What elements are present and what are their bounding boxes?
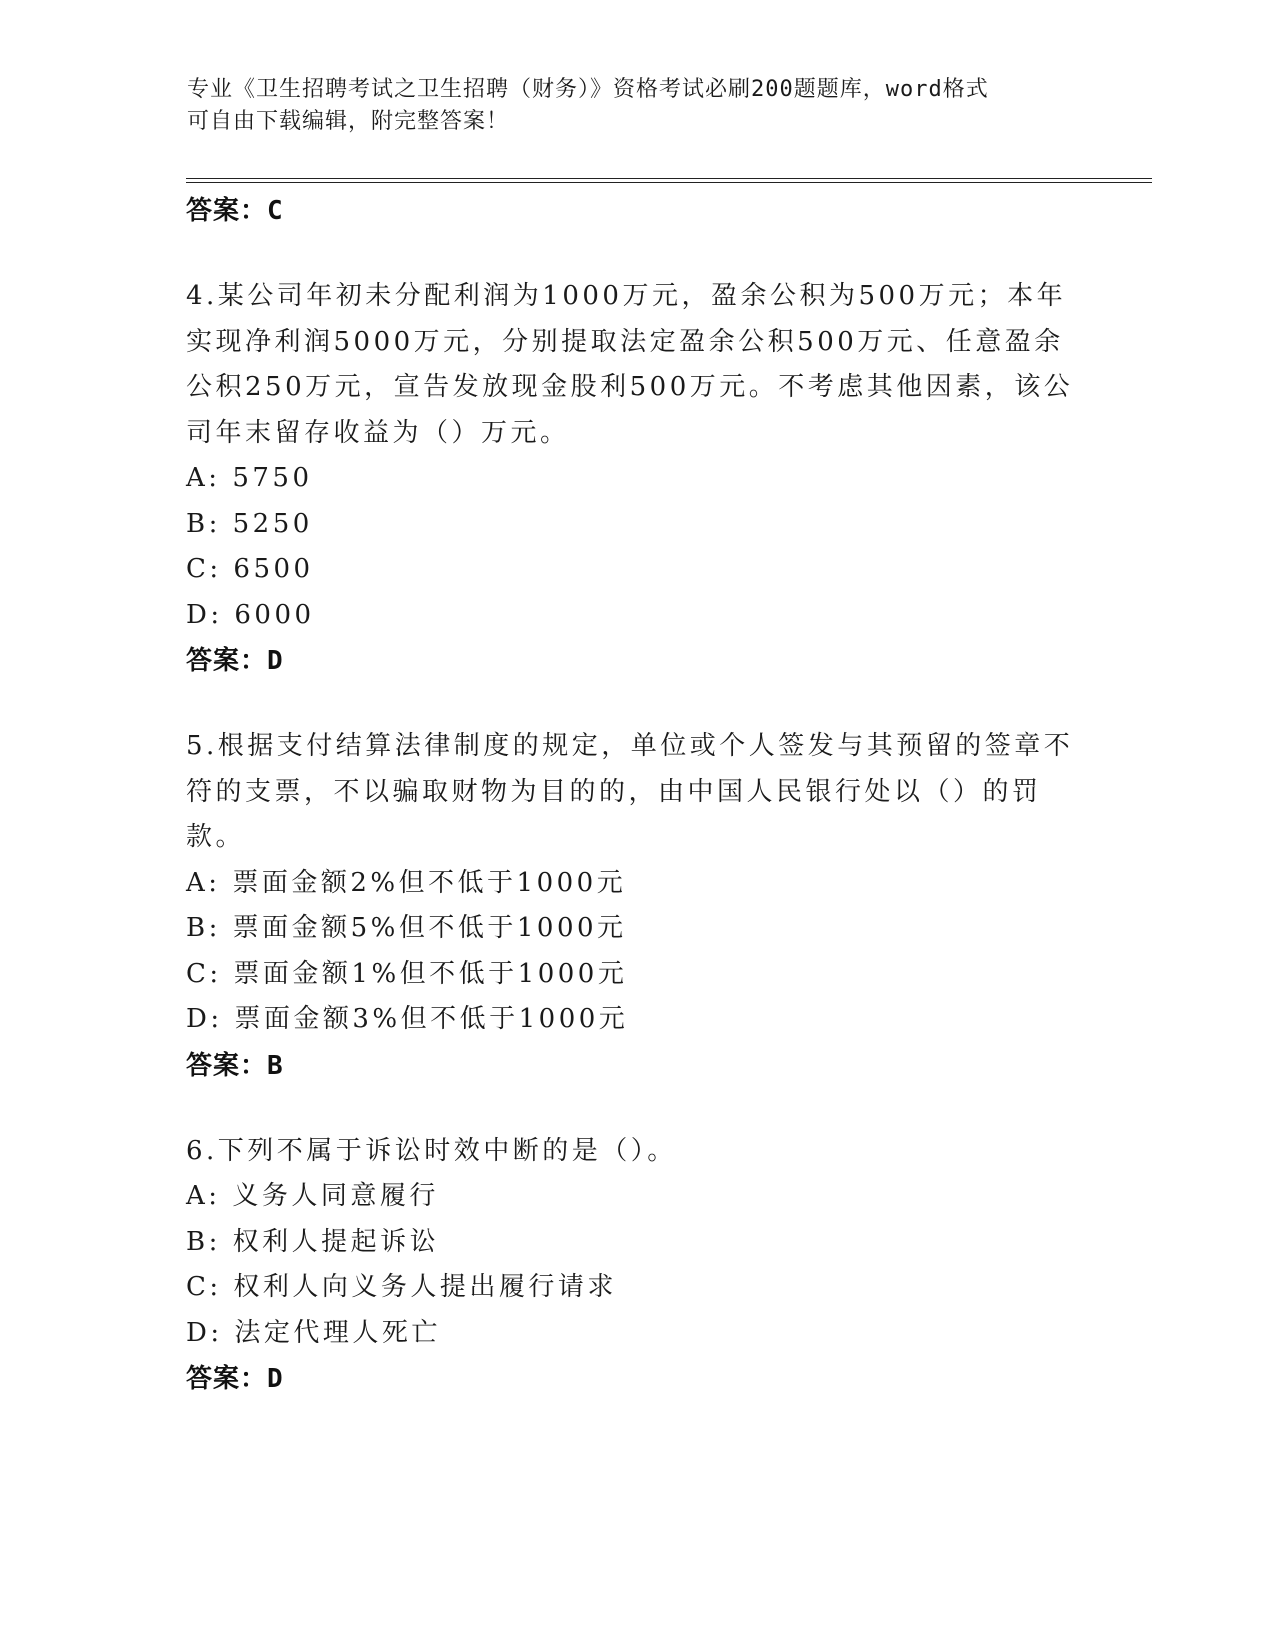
option-c [186, 1265, 1086, 1311]
answer: 答案：D [186, 646, 284, 676]
option-key: D: [186, 1317, 223, 1348]
previous-answer: 答案：C [186, 196, 284, 226]
option-b [186, 502, 1086, 548]
option-a [186, 456, 1086, 502]
question-stem: 5.根据支付结算法律制度的规定，单位或个人签发与其预留的签章不符的支票，不以骗取财物为目的的，由中国人民银行处以（）的罚款。 [186, 731, 1074, 852]
header-divider-bottom [186, 182, 1152, 183]
header-line-1: 专业《卫生招聘考试之卫生招聘（财务）》资格考试必刷200题题库，word格式 [187, 77, 989, 102]
document-header [187, 74, 1067, 138]
document-body [186, 188, 1086, 1402]
option-key: C: [186, 958, 222, 989]
option-key: B: [186, 508, 221, 539]
answer: 答案：D [186, 1364, 284, 1394]
question-5 [186, 724, 1086, 1089]
option-c [186, 547, 1086, 593]
option-text: 票面金额5%但不低于1000元 [232, 913, 627, 943]
option-b [186, 906, 1086, 952]
option-c [186, 952, 1086, 998]
option-text: 6000 [234, 599, 315, 630]
question-stem: 4.某公司年初未分配利润为1000万元，盈余公积为500万元；本年实现净利润5000万元，分别提取法定盈余公积500万元、任意盈余公积250万元，宣告发放现金股利500万元。不考虑其他因素，该公司年末留存收益为（）万元。 [186, 281, 1074, 448]
option-key: A: [186, 463, 221, 493]
option-key: C: [186, 554, 222, 584]
question-stem: 6.下列不属于诉讼时效中断的是（）。 [186, 1135, 677, 1166]
option-text: 6500 [233, 554, 314, 584]
option-text: 权利人提起诉讼 [232, 1226, 440, 1257]
option-text: 义务人同意履行 [232, 1181, 439, 1211]
option-text: 法定代理人死亡 [234, 1317, 441, 1348]
option-b [186, 1220, 1086, 1266]
option-a [186, 1174, 1086, 1220]
option-text: 5250 [232, 508, 313, 539]
option-key: B: [186, 1226, 221, 1257]
option-d [186, 997, 1086, 1043]
answer: 答案：B [186, 1050, 284, 1081]
header-line-2: 可自由下载编辑，附完整答案！ [187, 109, 510, 134]
option-key: A: [186, 867, 221, 898]
option-text: 权利人向义务人提出履行请求 [233, 1272, 617, 1302]
question-6 [186, 1129, 1086, 1403]
option-d [186, 1311, 1086, 1357]
option-key: B: [186, 913, 221, 943]
option-d [186, 593, 1086, 639]
option-text: 票面金额3%但不低于1000元 [234, 1004, 629, 1034]
question-4 [186, 274, 1086, 684]
option-key: C: [186, 1272, 222, 1302]
header-divider-top [186, 178, 1152, 179]
option-text: 5750 [232, 463, 313, 493]
option-text: 票面金额2%但不低于1000元 [232, 867, 627, 898]
option-key: D: [186, 1004, 223, 1034]
option-a [186, 861, 1086, 907]
option-key: D: [186, 599, 223, 630]
option-key: A: [186, 1181, 221, 1211]
option-text: 票面金额1%但不低于1000元 [233, 958, 628, 989]
